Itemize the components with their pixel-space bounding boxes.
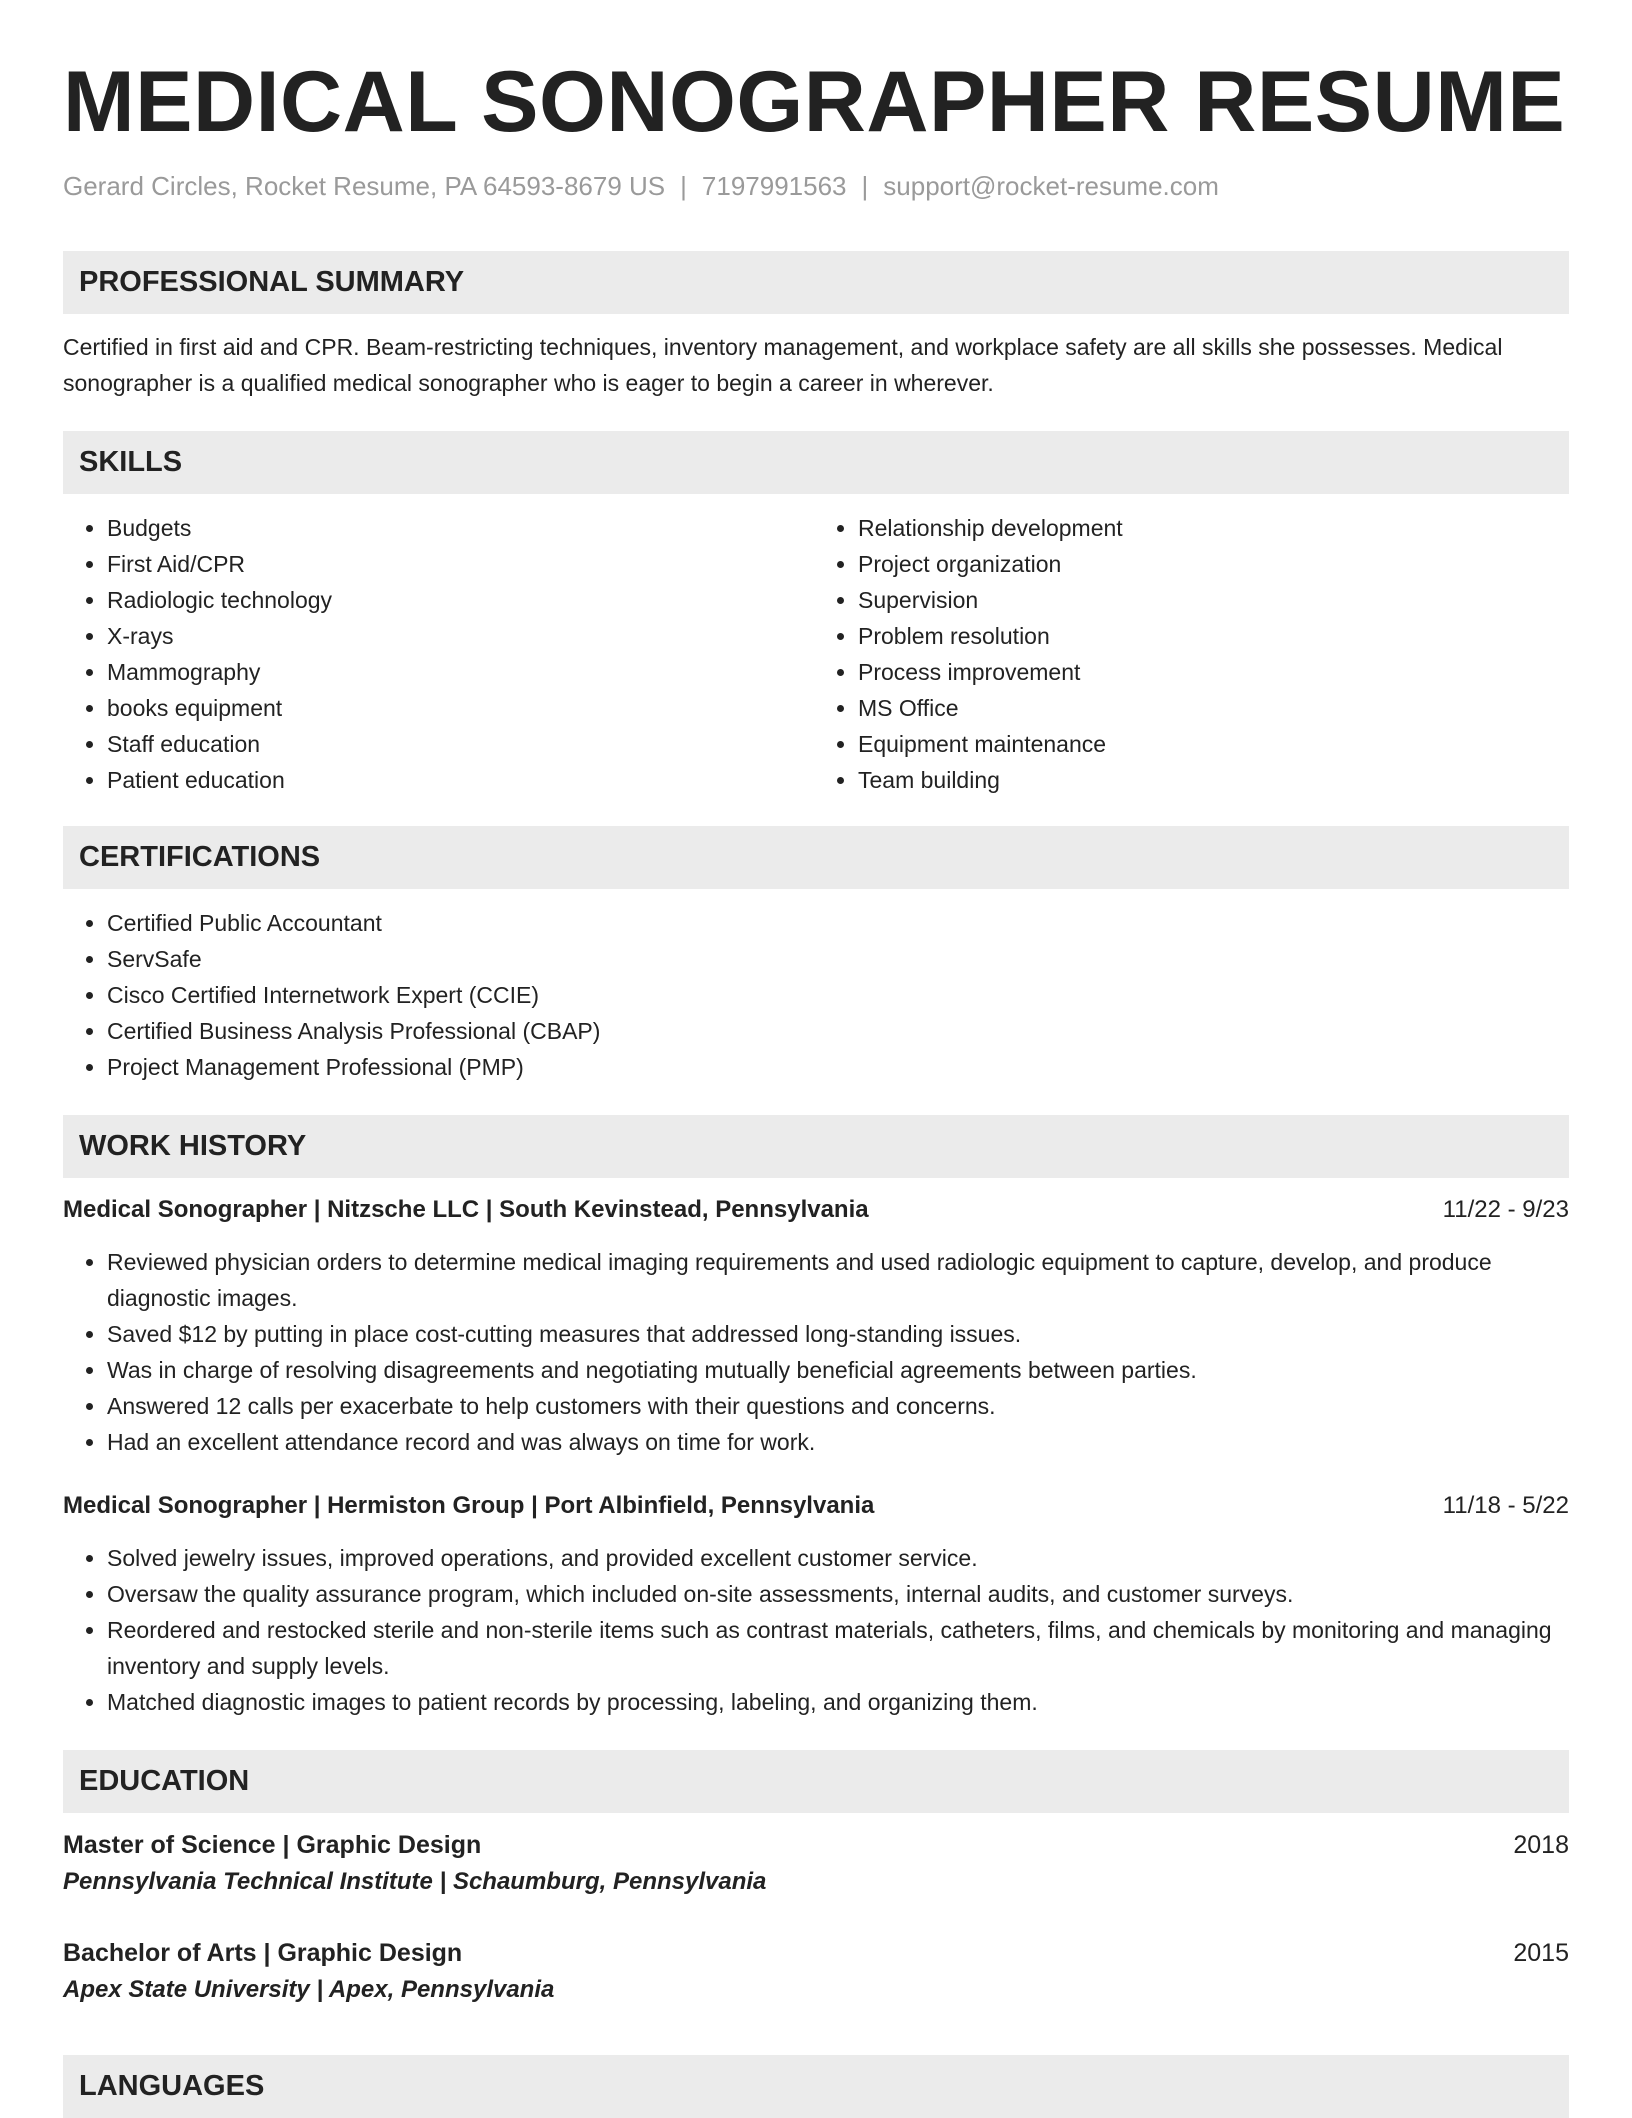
skills-column-right [816,510,1569,798]
contact-separator: | [680,171,687,201]
job-bullet: • Had an excellent attendance record and was always on time for work. [107,1424,1569,1460]
skill-item: • Budgets [107,510,816,546]
job-dates: 11/18 - 5/22 [1442,1492,1569,1519]
languages-heading: LANGUAGES [63,2055,1569,2118]
job-bullets [63,1540,1569,1720]
skill-item: • Relationship development [858,510,1569,546]
contact-phone: 7197991563 [701,171,847,201]
certification-item: • ServSafe [107,941,1569,977]
certification-item: • Certified Business Analysis Professional (CBAP) [107,1013,1569,1049]
contact-separator: | [861,171,869,201]
certification-item: • Certified Public Accountant [107,905,1569,941]
certification-item: • Cisco Certified Internetwork Expert (CCIE) [107,977,1569,1013]
skill-item: • books equipment [107,690,816,726]
skill-item: • Project organization [858,546,1569,582]
education-school: Pennsylvania Technical Institute | Schaumburg, Pennsylvania [63,1868,767,1895]
job-bullet: • Saved $12 by putting in place cost-cutting measures that addressed long-standing issues. [107,1316,1569,1352]
skill-item: • Team building [858,762,1569,798]
skill-item: • Equipment maintenance [858,726,1569,762]
education-degree: Master of Science | Graphic Design [63,1831,482,1859]
job-entry [63,1488,1569,1720]
certification-item: • Project Management Professional (PMP) [107,1049,1569,1085]
job-bullet: • Reordered and restocked sterile and non-sterile items such as contrast materials, catheters, films, and chemicals by monitoring and managing inventory and supply levels. [107,1612,1569,1684]
job-bullet: • Was in charge of resolving disagreements and negotiating mutually beneficial agreements between parties. [107,1352,1569,1388]
skills-heading: SKILLS [63,431,1569,494]
education-header [63,1935,1569,1971]
education-year: 2015 [1513,1939,1569,1967]
job-bullets [63,1244,1569,1460]
work-history-heading: WORK HISTORY [63,1115,1569,1178]
skills-column-left [63,510,816,798]
job-title: Medical Sonographer | Nitzsche LLC | South Kevinstead, Pennsylvania [63,1196,869,1223]
skill-item: • Supervision [858,582,1569,618]
skill-item: • Mammography [107,654,816,690]
summary-text: Certified in first aid and CPR. Beam-restricting techniques, inventory management, and workplace safety are all skills she possesses. Medical sonographer is a qualified medical sonographer who is eager to begin a career in wherever. [63,334,1503,396]
skill-item: • Process improvement [858,654,1569,690]
summary-heading: PROFESSIONAL SUMMARY [63,251,1569,314]
contact-line [63,168,1569,204]
contact-address: Gerard Circles, Rocket Resume, PA 64593-8679 US [63,171,666,201]
job-header [63,1192,1569,1228]
job-header [63,1488,1569,1524]
job-title: Medical Sonographer | Hermiston Group | Port Albinfield, Pennsylvania [63,1492,875,1519]
education-school: Apex State University | Apex, Pennsylvania [63,1976,555,2003]
skill-item: • Radiologic technology [107,582,816,618]
education-header [63,1827,1569,1863]
skill-item: • X-rays [107,618,816,654]
contact-email: support@rocket-resume.com [883,171,1219,201]
certifications-heading: CERTIFICATIONS [63,826,1569,889]
skill-item: • MS Office [858,690,1569,726]
job-dates: 11/22 - 9/23 [1442,1196,1569,1223]
education-year: 2018 [1513,1831,1569,1859]
job-bullet: • Oversaw the quality assurance program, which included on-site assessments, internal audits, and customer surveys. [107,1576,1569,1612]
job-entry [63,1192,1569,1460]
skill-item: • First Aid/CPR [107,546,816,582]
job-bullet: • Matched diagnostic images to patient records by processing, labeling, and organizing them. [107,1684,1569,1720]
education-entry [63,1827,1569,1901]
skills-list [63,510,1569,798]
job-bullet: • Solved jewelry issues, improved operations, and provided excellent customer service. [107,1540,1569,1576]
skill-item: • Problem resolution [858,618,1569,654]
education-heading: EDUCATION [63,1750,1569,1813]
certifications-list [63,905,1569,1085]
skill-item: • Staff education [107,726,816,762]
education-degree: Bachelor of Arts | Graphic Design [63,1939,463,1967]
job-bullet: • Answered 12 calls per exacerbate to help customers with their questions and concerns. [107,1388,1569,1424]
job-bullet: • Reviewed physician orders to determine medical imaging requirements and used radiologic equipment to capture, develop, and produce diagnostic images. [107,1244,1569,1316]
skill-item: • Patient education [107,762,816,798]
education-entry [63,1935,1569,2009]
resume-title: MEDICAL SONOGRAPHER RESUME [63,54,1566,150]
